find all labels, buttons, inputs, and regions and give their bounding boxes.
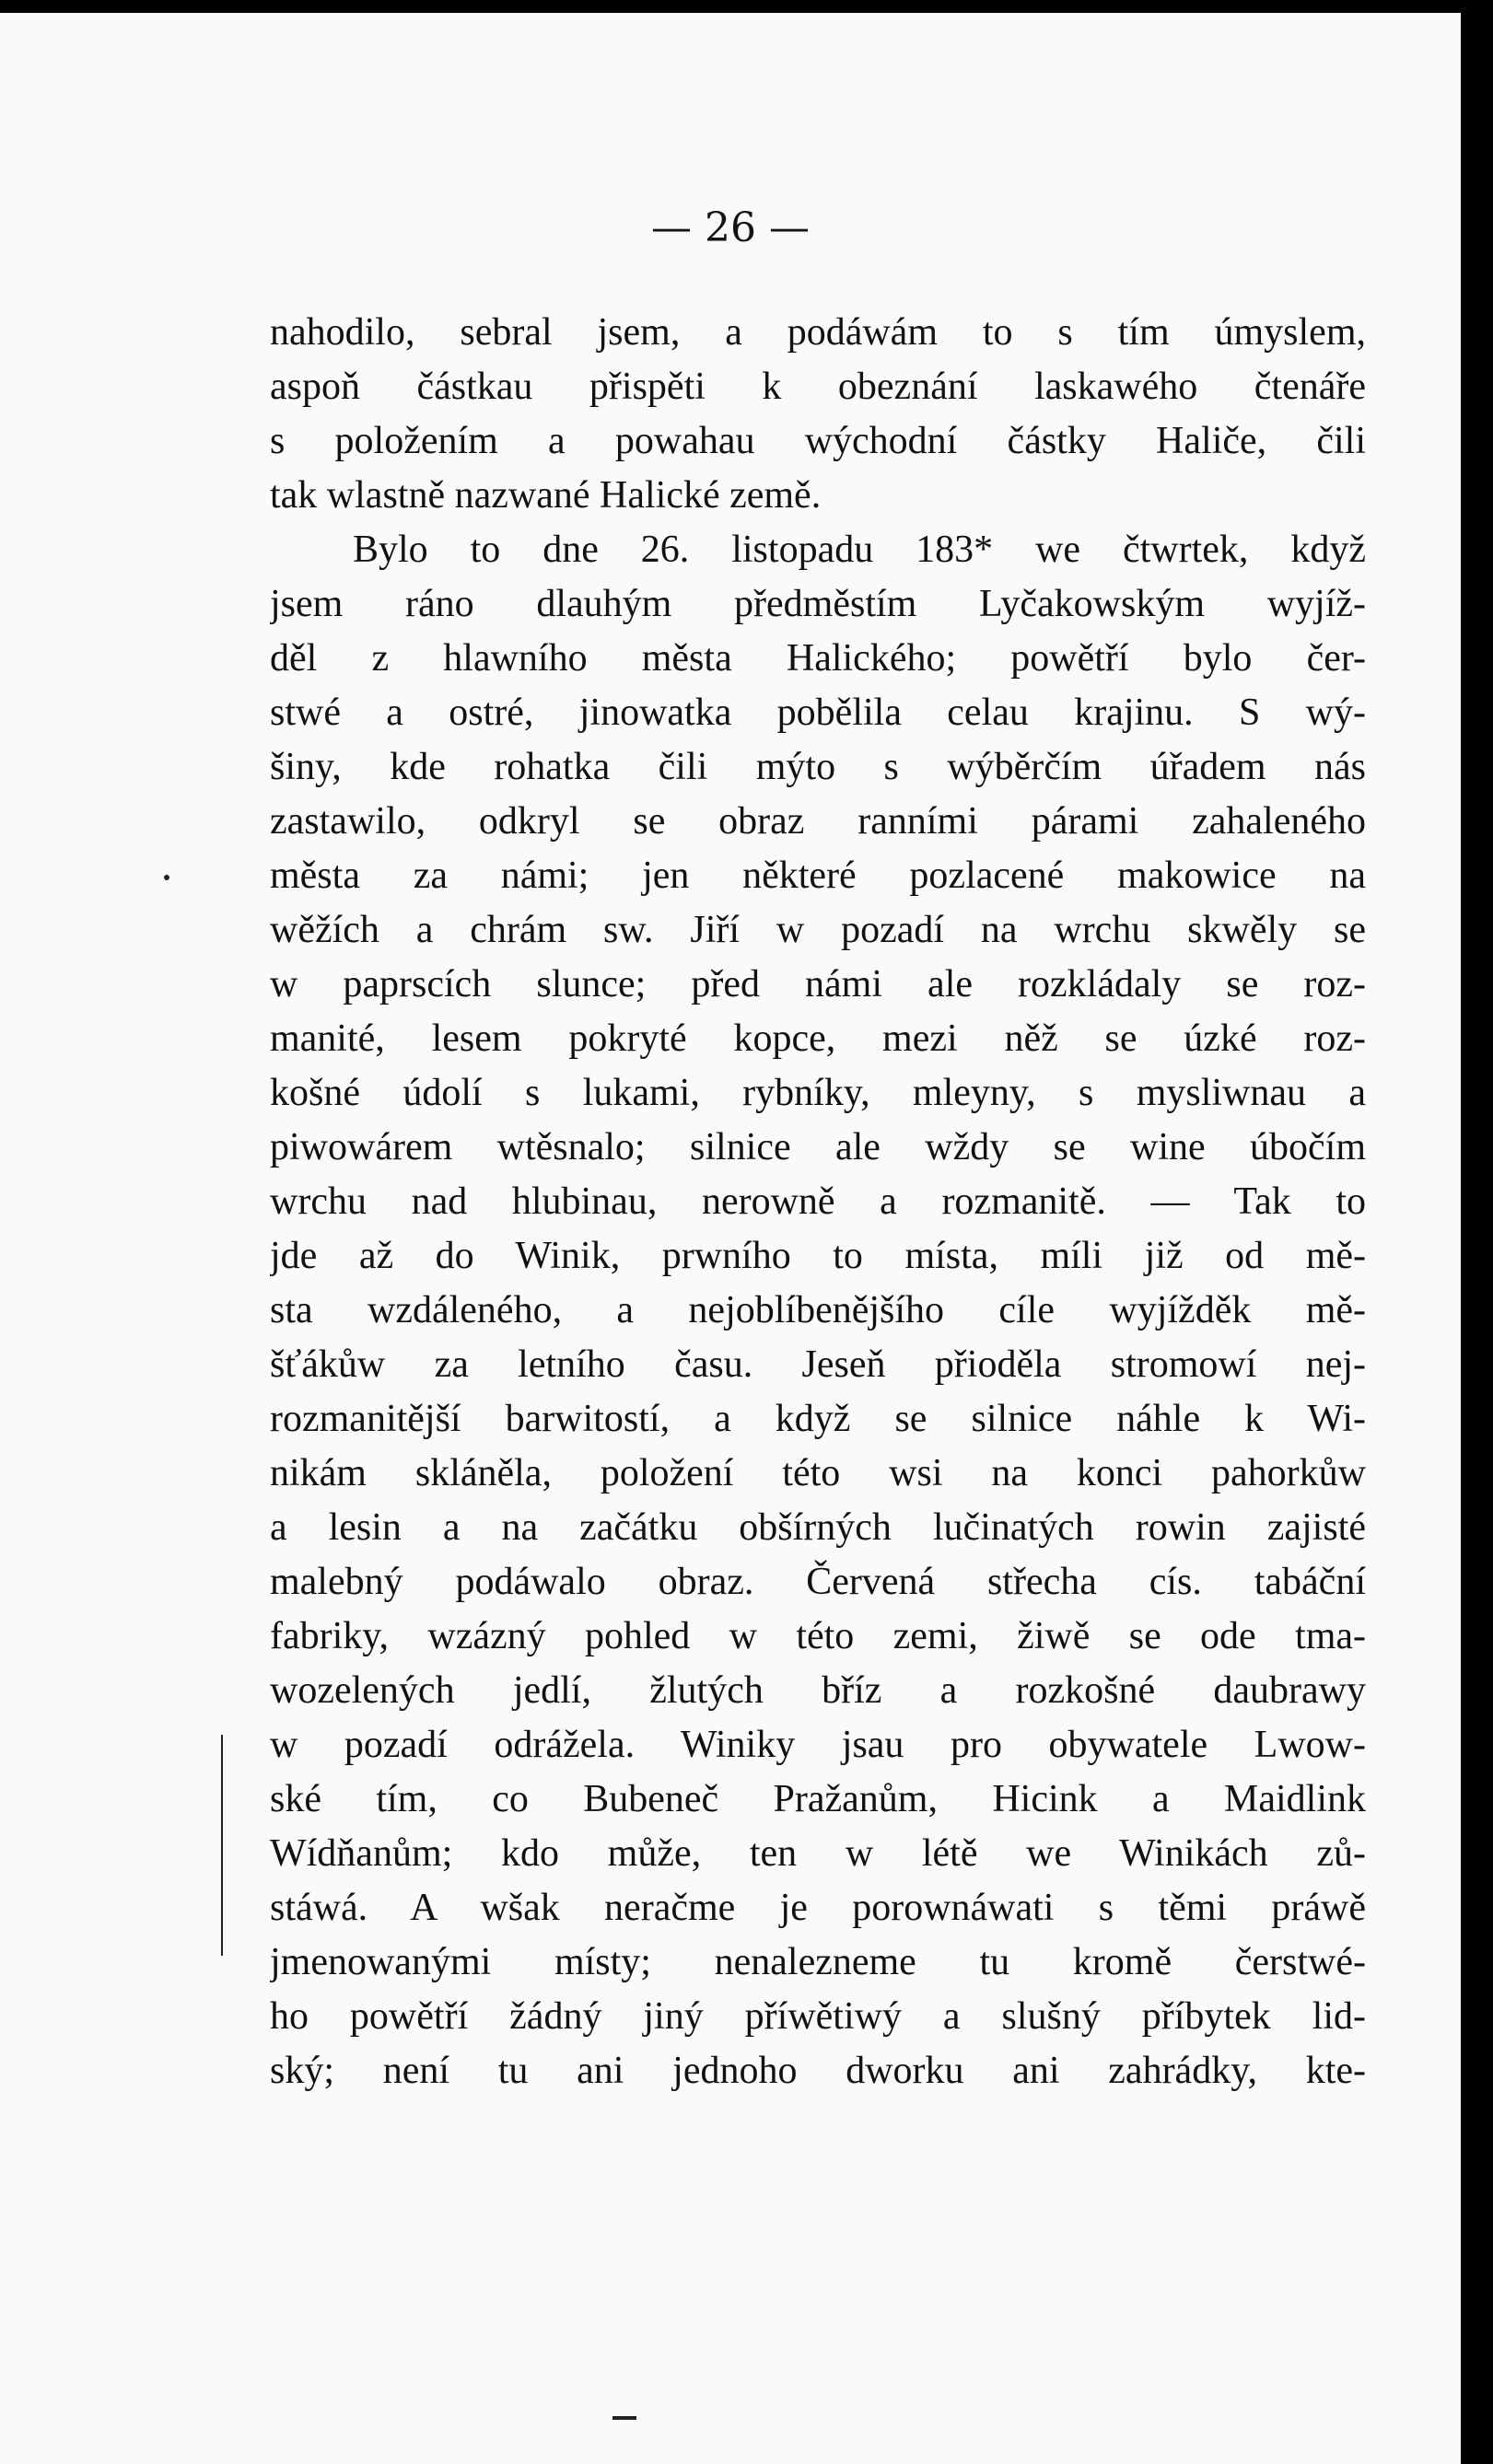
text-line: wrchu nad hlubinau, nerowně a rozmanitě. — Tak to (270, 1180, 1366, 1223)
scan-mark (164, 875, 169, 880)
scan-mark (221, 1735, 223, 1956)
text-line: w paprscích slunce; před námi ale rozkládaly se roz- (270, 963, 1366, 1005)
text-line: aspoň částkau přispěti k obeznání laskawého čtenáře (270, 366, 1366, 408)
text-line: ské tím, co Bubeneč Pražanům, Hicink a Maidlink (270, 1778, 1366, 1820)
text-line: města za námi; jen některé pozlacené makowice na (270, 854, 1366, 897)
text-line: a lesin a na začátku obšírných lučinatých rowin zajisté (270, 1506, 1366, 1549)
text-line: malebný podáwalo obraz. Červená střecha cís. tabáční (270, 1561, 1366, 1603)
book-page (0, 13, 1461, 2464)
text-line: šťákůw za letního času. Jeseň přioděla stromowí nej- (270, 1343, 1366, 1386)
text-line: manité, lesem pokryté kopce, mezi něž se úzké roz- (270, 1017, 1366, 1060)
body-text (270, 306, 1366, 2098)
text-line: rozmanitější barwitostí, a když se silnice náhle k Wi- (270, 1398, 1366, 1440)
text-line: stwé a ostré, jinowatka pobělila celau krajinu. S wý- (270, 692, 1366, 734)
text-line: stáwá. A wšak neračme je porownáwati s těmi práwě (270, 1887, 1366, 1929)
text-line: zastawilo, odkryl se obraz ranními párami zahaleného (270, 800, 1366, 843)
text-line: sta wzdáleného, a nejoblíbenějšího cíle wyjížděk mě- (270, 1289, 1366, 1331)
text-line: tak wlastně nazwané Halické země. (270, 474, 822, 517)
page-number: — 26 — (651, 204, 810, 251)
text-line: Wídňanům; kdo může, ten w létě we Winikách zů- (270, 1832, 1366, 1875)
scan-mark (612, 2416, 636, 2420)
text-line: šiny, kde rohatka čili mýto s wýběrčím úřadem nás (270, 746, 1366, 788)
text-line: Bylo to dne 26. listopadu 183* we čtwrtek, když (353, 529, 1366, 571)
scan-border (1461, 0, 1493, 2464)
text-line: ho powětří žádný jiný příwětiwý a slušný příbytek lid- (270, 1995, 1366, 2038)
text-line: wěžích a chrám sw. Jiří w pozadí na wrchu skwěly se (270, 909, 1366, 951)
text-line: košné údolí s lukami, rybníky, mleyny, s myslіwnau a (270, 1072, 1366, 1114)
text-line: děl z hlawního města Halického; powětří bylo čer- (270, 637, 1366, 680)
text-line: jsem ráno dlauhým předměstím Lyčakowským wyjíž- (270, 583, 1366, 625)
text-line: s položením a powahau wýchodní částky Haliče, čili (270, 420, 1366, 462)
text-line: nahodilo, sebral jsem, a podáwám to s tím úmyslem, (270, 311, 1366, 354)
text-line: jde až do Winik, prwního to místa, míli již od mě- (270, 1235, 1366, 1277)
text-line: piwowárem wtěsnalo; silnice ale wždy se wine úbočím (270, 1126, 1366, 1168)
text-line: wozelených jedlí, žlutých bříz a rozkošné daubrawy (270, 1669, 1366, 1712)
text-line: nikám skláněla, položení této wsi na konci pahorkůw (270, 1452, 1366, 1494)
text-line: ský; není tu ani jednoho dworku ani zahrádky, kte- (270, 2050, 1366, 2092)
text-line: fabriky, wzázný pohled w této zemi, žiwě se ode tma- (270, 1615, 1366, 1657)
text-line: jmenowanými místy; nenalezneme tu kromě čerstwé- (270, 1941, 1366, 1983)
text-line: w pozadí odrážela. Winiky jsau pro obywatele Lwow- (270, 1724, 1366, 1766)
